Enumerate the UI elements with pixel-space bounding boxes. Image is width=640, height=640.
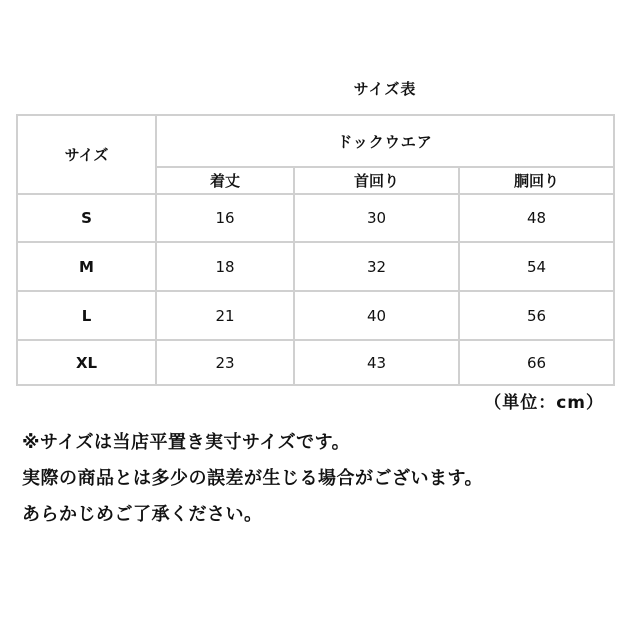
cell-chest: 48 — [459, 194, 614, 242]
cell-length: 18 — [156, 242, 294, 291]
row-size-label: S — [17, 194, 156, 242]
column-header-length: 着丈 — [156, 167, 294, 194]
note-line: あらかじめご了承ください。 — [22, 504, 263, 525]
size-column-header: サイズ — [17, 115, 156, 194]
note-line: 実際の商品とは多少の誤差が生じる場合がございます。 — [22, 468, 484, 489]
table-row — [17, 194, 614, 242]
unit-note: （単位：cm） — [484, 393, 604, 413]
table-header-row — [17, 115, 614, 167]
garment-group-header: ドックウエア — [156, 115, 614, 167]
cell-length: 21 — [156, 291, 294, 340]
note-line: ※サイズは当店平置き実寸サイズです。 — [22, 432, 351, 453]
table-row — [17, 291, 614, 340]
cell-length: 16 — [156, 194, 294, 242]
cell-neck: 43 — [294, 340, 459, 385]
column-header-neck: 首回り — [294, 167, 459, 194]
column-header-chest: 胴回り — [459, 167, 614, 194]
notes — [22, 425, 622, 533]
page-title: サイズ表 — [353, 80, 417, 98]
cell-chest: 56 — [459, 291, 614, 340]
table-row — [17, 242, 614, 291]
cell-length: 23 — [156, 340, 294, 385]
cell-chest: 66 — [459, 340, 614, 385]
row-size-label: XL — [17, 340, 156, 385]
table-row — [17, 340, 614, 385]
cell-chest: 54 — [459, 242, 614, 291]
row-size-label: L — [17, 291, 156, 340]
cell-neck: 40 — [294, 291, 459, 340]
cell-neck: 30 — [294, 194, 459, 242]
size-table — [16, 114, 615, 386]
row-size-label: M — [17, 242, 156, 291]
cell-neck: 32 — [294, 242, 459, 291]
